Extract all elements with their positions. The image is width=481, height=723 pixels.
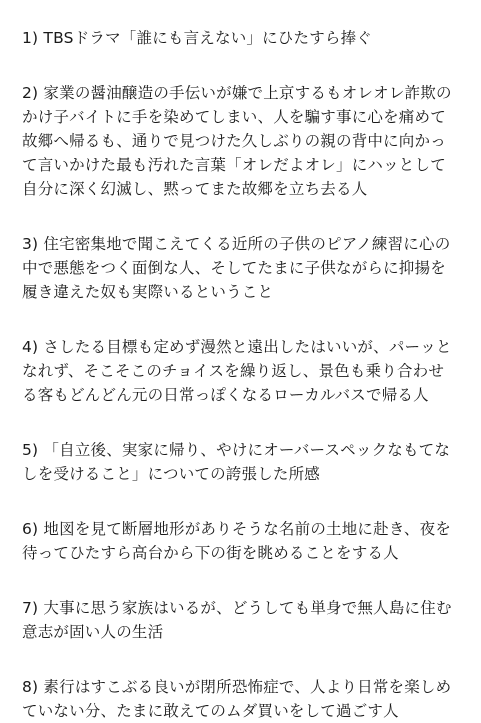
list-item-4: 4) さしたる目標も定めず漫然と遠出したはいいが、パーッとなれず、そこそこのチョイスを繰り返し、景色も乗り合わせる客もどんどん元の日常っぽくなるローカルバスで帰る人	[22, 338, 452, 404]
list-item-5: 5) 「自立後、実家に帰り、やけにオーバースペックなもてなしを受けること」についての誇張した所感	[22, 441, 451, 483]
list-item-6: 6) 地図を見て断層地形がありそうな名前の土地に赴き、夜を待ってひたすら高台から下の街を眺めることをする人	[22, 520, 452, 562]
list-item-1: 1) TBSドラマ「誰にも言えない」にひたすら捧ぐ	[22, 29, 373, 47]
list-item-8: 8) 素行はすこぶる良いが閉所恐怖症で、人より日常を楽しめていない分、たまに敢えてのムダ買いをして過ごす人	[22, 678, 452, 720]
list-item-2: 2) 家業の醤油醸造の手伝いが嫌で上京するもオレオレ詐欺のかけ子バイトに手を染めてしまい、人を騙す事に心を痛めて故郷へ帰るも、通りで見つけた久しぶりの親の背中に向かって言いかけた最も汚れた言葉「オレだよオレ」にハッとして自分に深く幻滅し、黙ってまた故郷を立ち去る人	[22, 84, 452, 198]
list-item-3: 3) 住宅密集地で聞こえてくる近所の子供のピアノ練習に心の中で悪態をつく面倒な人、そしてたまに子供ながらに抑揚を履き違えた奴も実際いるということ	[22, 235, 451, 301]
list-item-7: 7) 大事に思う家族はいるが、どうしても単身で無人島に住む意志が固い人の生活	[22, 599, 452, 641]
